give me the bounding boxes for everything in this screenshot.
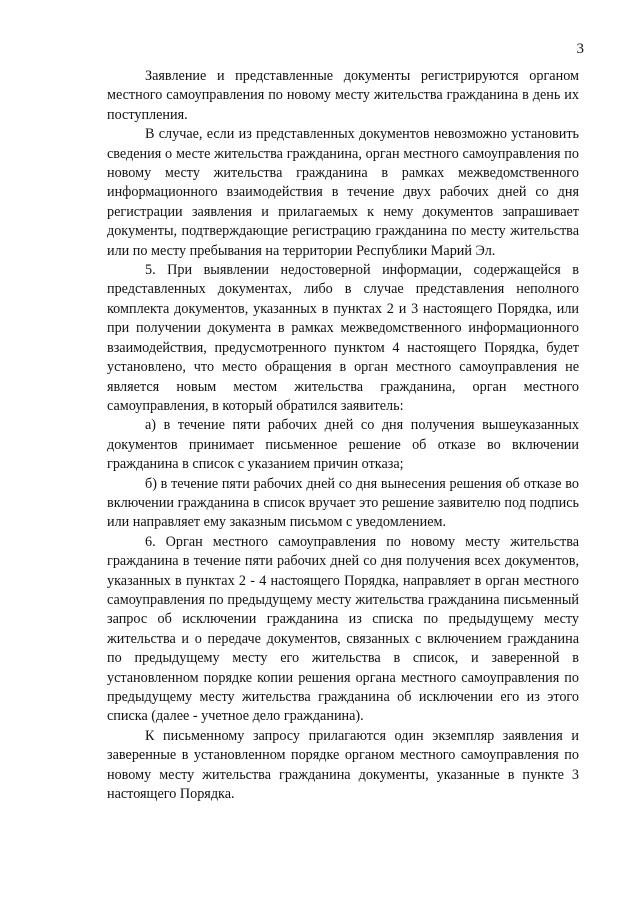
paragraph-item-6: 6. Орган местного самоуправления по новому месту жительства гражданина в течение пяти рабочих дней со дня получения всех документов, указанных в пунктах 2 - 4 настоящего Порядка, направляет в орган местного самоуправления по предыдущему месту жительства гражданина письменный запрос об исключении гражданина из списка по предыдущему месту жительства и о передаче документов, связанных с включением гражданина по предыдущему месту его жительства в список, и заверенной в установленном порядке копии решения органа местного самоуправления по предыдущему месту жительства гражданина об исключении его из этого списка (далее - учетное дело гражданина). <box>107 533 579 725</box>
paragraph-residence-info-request: В случае, если из представленных документов невозможно установить сведения о месте жительства гражданина, орган местного самоуправления по новому месту жительства гражданина в рамках межведомственного информационного взаимодействия в течение двух рабочих дней со дня регистрации заявления и прилагаемых к нему документов запрашивает документы, подтверждающие регистрацию гражданина по месту жительства или по месту пребывания на территории Республики Марий Эл. <box>107 126 579 259</box>
paragraph-item-5: 5. При выявлении недостоверной информации, содержащейся в представленных документах, либо в случае представления неполного комплекта документов, указанных в пунктах 2 и 3 настоящего Порядка, или при получении документа в рамках межведомственного информационного взаимодействия, предусмотренного пунктом 4 настоящего Порядка, будет установлено, что место обращения в орган местного самоуправления не является новым местом жительства гражданина, орган местного самоуправления, в который обратился заявитель: <box>107 262 579 414</box>
page-number: 3 <box>576 41 584 57</box>
paragraph-item-5b: б) в течение пяти рабочих дней со дня вынесения решения об отказе во включении гражданина в список вручает это решение заявителю под подпись или направляет ему заказным письмом с уведомлением. <box>107 475 579 531</box>
document-body <box>107 67 579 804</box>
paragraph-registration: Заявление и представленные документы регистрируются органом местного самоуправления по новому месту жительства гражданина в день их поступления. <box>107 68 579 123</box>
paragraph-attachments: К письменному запросу прилагаются один экземпляр заявления и заверенные в установленном порядке органом местного самоуправления по новому месту жительства гражданина документы, указанные в пункте 3 настоящего Порядка. <box>107 727 579 803</box>
paragraph-item-5a: а) в течение пяти рабочих дней со дня получения вышеуказанных документов принимает письменное решение об отказе во включении гражданина в список с указанием причин отказа; <box>107 417 579 473</box>
